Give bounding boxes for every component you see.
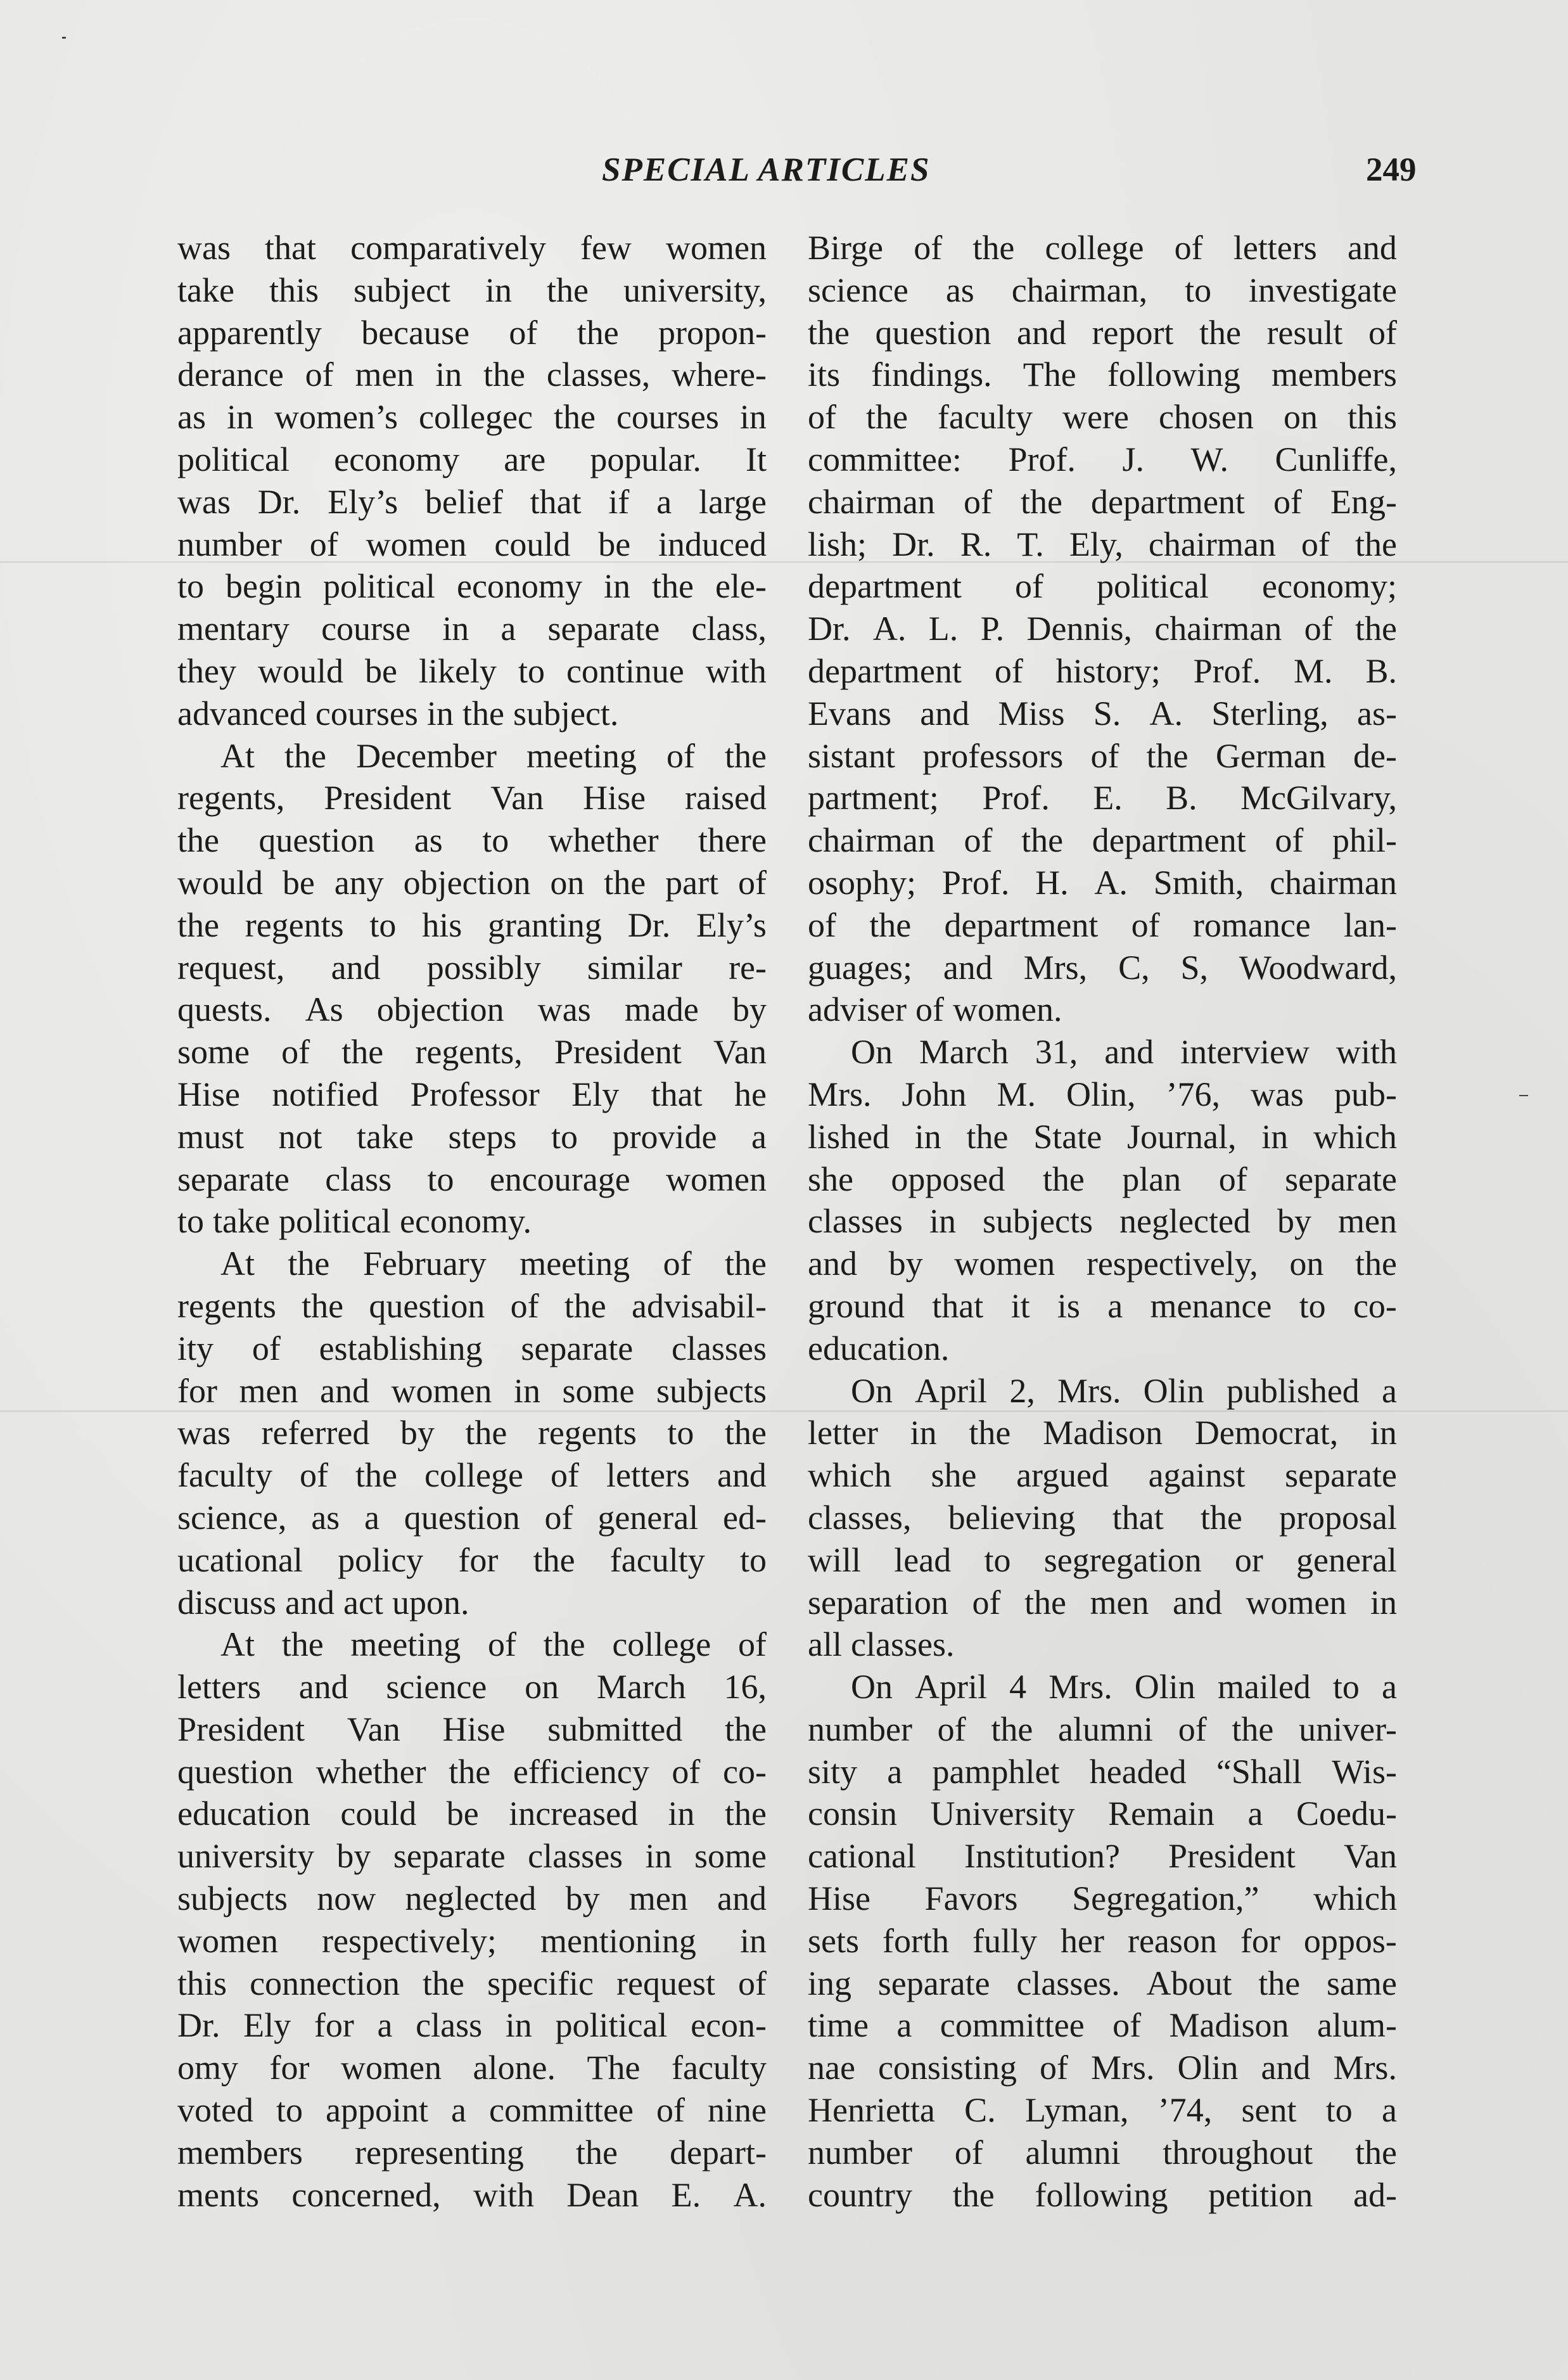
text-line: was that comparatively few women [177,229,767,267]
text-line: which she argued against separate [808,1456,1397,1495]
text-line: chairman of the department of Eng- [808,482,1397,521]
text-line: mentary course in a separate class, [177,610,767,648]
text-line: lish; Dr. R. T. Ely, chairman of the [808,525,1397,563]
text-line: At the December meeting of the [220,736,767,775]
text-line: they would be likely to continue with [177,651,767,690]
text-line: apparently because of the propon- [177,313,767,352]
text-line: department of history; Prof. M. B. [808,651,1397,690]
text-line: Hise Favors Segregation,” which [808,1879,1397,1918]
text-line: Dr. Ely for a class in political econ- [177,2006,767,2045]
text-line: partment; Prof. E. B. McGilvary, [808,779,1397,817]
text-line: must not take steps to provide a [177,1117,767,1156]
text-line: members representing the depart- [177,2133,767,2172]
page-number: 249 [1366,151,1417,188]
text-line: faculty of the college of letters and [177,1456,767,1495]
text-line: subjects now neglected by men and [177,1879,767,1918]
text-line: education. [808,1329,950,1367]
text-line: derance of men in the classes, where- [177,355,767,394]
text-line: was referred by the regents to the [177,1414,767,1452]
text-line: President Van Hise submitted the [177,1710,767,1748]
scan-speck [62,37,66,39]
text-line: ground that it is a menance to co- [808,1286,1397,1325]
text-line: advanced courses in the subject. [177,694,619,733]
text-column-left [177,227,767,2216]
text-line: Hise notified Professor Ely that he [177,1075,767,1113]
text-line: department of political economy; [808,567,1397,606]
text-line: take this subject in the university, [177,271,767,309]
text-line: ments concerned, with Dean E. A. [177,2175,767,2214]
text-line: request, and possibly similar re- [177,948,767,987]
text-line: the regents to his granting Dr. Ely’s [177,905,767,944]
text-line: Birge of the college of letters and [808,229,1397,267]
text-line: chairman of the department of phil- [808,821,1397,860]
text-line: all classes. [808,1625,955,1664]
text-line: number of the alumni of the univer- [808,1710,1397,1748]
text-line: ucational policy for the faculty to [177,1540,767,1579]
text-line: will lead to segregation or general [808,1540,1397,1579]
text-line: voted to appoint a committee of nine [177,2091,767,2130]
text-line: country the following petition ad- [808,2175,1397,2214]
text-line: On April 4 Mrs. Olin mailed to a [851,1668,1397,1706]
text-line: regents the question of the advisabil- [177,1286,767,1325]
text-line: as in women’s collegec the courses in [177,398,767,437]
text-line: letters and science on March 16, [177,1668,767,1706]
text-line: the question as to whether there [177,821,767,860]
scan-speck [1519,1095,1528,1096]
text-line: adviser of women. [808,990,1062,1029]
text-line: science as chairman, to investigate [808,271,1397,309]
text-line: Evans and Miss S. A. Sterling, as- [808,694,1397,733]
text-line: sets forth fully her reason for oppos- [808,1921,1397,1960]
text-line: women respectively; mentioning in [177,1921,767,1960]
text-line: At the February meeting of the [220,1244,767,1283]
text-line: its findings. The following members [808,355,1397,394]
text-line: Henrietta C. Lyman, ’74, sent to a [808,2091,1397,2130]
text-line: nae consisting of Mrs. Olin and Mrs. [808,2049,1397,2087]
text-line: of the faculty were chosen on this [808,398,1397,437]
text-line: university by separate classes in some [177,1837,767,1876]
text-line: classes, believing that the proposal [808,1498,1397,1537]
text-line: question whether the efficiency of co- [177,1752,767,1791]
running-head: SPECIAL ARTICLES [602,151,931,188]
text-line: the question and report the result of [808,313,1397,352]
text-line: discuss and act upon. [177,1583,469,1622]
text-column-right [808,227,1397,2216]
text-line: to take political economy. [177,1202,532,1241]
text-line: Dr. A. L. P. Dennis, chairman of the [808,610,1397,648]
text-line: would be any objection on the part of [177,863,767,902]
text-line: and by women respectively, on the [808,1244,1397,1283]
text-line: At the meeting of the college of [220,1625,767,1664]
text-line: she opposed the plan of separate [808,1160,1397,1198]
text-line: education could be increased in the [177,1795,767,1833]
text-line: number of women could be induced [177,525,767,563]
text-line: On April 2, Mrs. Olin published a [851,1371,1397,1410]
text-line: some of the regents, President Van [177,1033,767,1072]
text-line: Mrs. John M. Olin, ’76, was pub- [808,1075,1397,1113]
text-line: committee: Prof. J. W. Cunliffe, [808,440,1397,478]
text-line: consin University Remain a Coedu- [808,1795,1397,1833]
text-line: to begin political economy in the ele- [177,567,767,606]
text-line: sistant professors of the German de- [808,736,1397,775]
text-line: sity a pamphlet headed “Shall Wis- [808,1752,1397,1791]
text-line: separation of the men and women in [808,1583,1397,1622]
text-line: On March 31, and interview with [851,1033,1397,1072]
text-line: lished in the State Journal, in which [808,1117,1397,1156]
text-line: omy for women alone. The faculty [177,2049,767,2087]
text-line: separate class to encourage women [177,1160,767,1198]
text-line: was Dr. Ely’s belief that if a large [177,482,767,521]
text-line: classes in subjects neglected by men [808,1202,1397,1241]
text-line: ing separate classes. About the same [808,1964,1397,2002]
text-line: this connection the specific request of [177,1964,767,2002]
text-line: political economy are popular. It [177,440,767,478]
text-line: guages; and Mrs, C, S, Woodward, [808,948,1397,987]
text-line: regents, President Van Hise raised [177,779,767,817]
text-line: number of alumni throughout the [808,2133,1397,2172]
text-line: ity of establishing separate classes [177,1329,767,1367]
text-line: quests. As objection was made by [177,990,767,1029]
text-line: time a committee of Madison alum- [808,2006,1397,2045]
text-line: of the department of romance lan- [808,905,1397,944]
text-line: osophy; Prof. H. A. Smith, chairman [808,863,1397,902]
text-line: for men and women in some subjects [177,1371,767,1410]
text-line: science, as a question of general ed- [177,1498,767,1537]
text-line: letter in the Madison Democrat, in [808,1414,1397,1452]
text-line: cational Institution? President Van [808,1837,1397,1876]
